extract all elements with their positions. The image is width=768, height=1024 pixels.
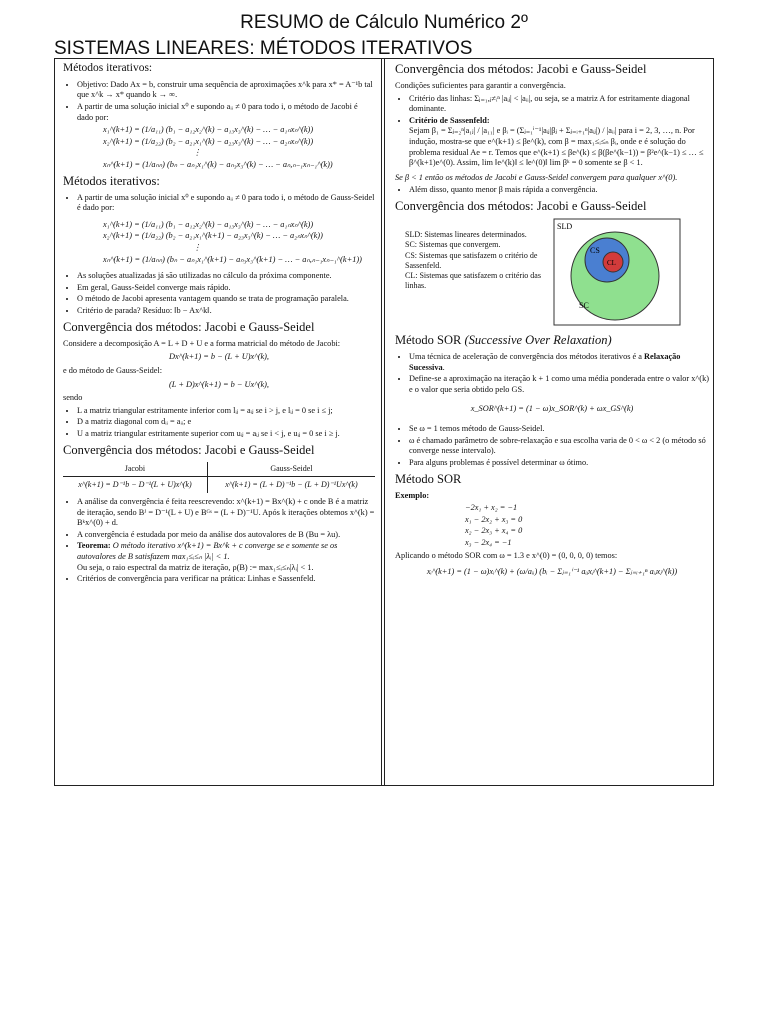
equation: x_SOR^(k+1) = (1 − ω)x_SOR^(k) + ωx_GS^(k) <box>470 403 634 413</box>
legend-item: CL: Sistemas que satisfazem o critério das linhas. <box>405 271 541 291</box>
equation: x₁ − 2x₂ + x₃ = 0 <box>465 514 523 524</box>
bullet: • Critério das linhas: Σⱼ₌₁,ⱼ≠ᵢⁿ |aᵢⱼ| < |aᵢᵢ|, ou seja, se a matriz A for estritamente diagonal dominante. <box>409 94 709 115</box>
slide-title <box>395 332 709 348</box>
bullet: • Além disso, quanto menor β mais rápida a convergência. <box>409 185 709 196</box>
example-label: Exemplo: <box>395 490 430 500</box>
bullet: • D a matriz diagonal com dᵢᵢ = aᵢᵢ; e <box>77 417 375 428</box>
bullet: • Se ω = 1 temos método de Gauss-Seidel. <box>409 424 709 435</box>
equation: −2x₁ + x₂ = −1 <box>465 503 518 513</box>
sor-title: Método SOR <box>395 333 465 348</box>
legend-item: SC: Sistemas que convergem. <box>405 240 501 250</box>
cl-label: CL <box>607 259 616 268</box>
slide-title: Método SOR <box>395 471 462 486</box>
criterion-label: Critério de Sassenfeld: <box>409 115 490 125</box>
slide-convergence-theorem <box>63 442 375 585</box>
bullet <box>409 352 709 373</box>
bullet: • As soluções atualizadas já são utilizadas no cálculo da próxima componente. <box>77 271 375 282</box>
venn-diagram <box>395 218 709 328</box>
example-system <box>395 503 709 548</box>
bullet: • ω é chamado parâmetro de sobre-relaxação e sua escolha varia de 0 < ω < 2 (o método só converge nesse intervalo). <box>409 436 709 457</box>
paragraph: e do método de Gauss-Seidel: <box>63 365 163 375</box>
bullet: • A partir de uma solução inicial x⁰ e supondo aᵢᵢ ≠ 0 para todo i, o método de Gauss-Seidel é dado por: <box>77 193 375 214</box>
theorem-text: O método iterativo x^(k+1) = Bx^k + c converge se e somente se os autovalores de B satisfazem max₁≤ᵢ≤ₙ |λᵢ| < 1. <box>77 541 338 562</box>
slide-jacobi <box>63 61 375 171</box>
table-cell: x^(k+1) = D⁻¹b − D⁻¹(L + U)x^(k) <box>78 479 192 489</box>
sld-label: SLD <box>557 222 573 232</box>
theorem-label: Teorema: <box>77 541 111 551</box>
bullet: • Define-se a aproximação na iteração k + 1 como uma média ponderada entre o valor x^(k) e o valor que seria obtido pelo GS. <box>409 374 709 395</box>
bullet: • A convergência é estudada por meio da análise dos autovalores de B (Bu = λu). <box>77 530 375 541</box>
bullet: • Critérios de convergência para verificar na prática: Linhas e Sassenfeld. <box>77 574 375 585</box>
slide-sor-intro <box>395 332 709 468</box>
bullet: • O método de Jacobi apresenta vantagem quando se trata de programação paralela. <box>77 294 375 305</box>
slide-venn <box>395 198 709 328</box>
equation: x₂^(k+1) = (1/a₂₂) (b₂ − a₂₁x₁^(k) − a₂₃x₃^(k) − … − a₂ₙxₙ^(k)) <box>103 136 314 146</box>
right-column <box>385 59 715 785</box>
venn-legend <box>405 230 553 291</box>
slide-gauss-seidel <box>63 173 375 317</box>
equation: (L + D)x^(k+1) = b − Ux^(k), <box>169 379 269 389</box>
slide-title: Métodos iterativos: <box>63 62 153 74</box>
bullet: • A análise da convergência é feita reescrevendo: x^(k+1) = Bx^(k) + c onde B é a matriz de iteração, sendo Bᴶ = D⁻¹(L + U) e Bᴳˢ = (L + D)⁻¹U. Após k iterações obtemos x^(k) = Bᵏx^(0) + d. <box>77 497 375 529</box>
equation: ⋮ <box>193 148 202 158</box>
criterion-text: Sejam β₁ = Σⱼ₌₂ⁿ|a₁ⱼ| / |a₁₁| e βᵢ = (Σⱼ₌₁ⁱ⁻¹|aᵢⱼ|βⱼ + Σⱼ₌ᵢ₊₁ⁿ|aᵢⱼ|) / |aᵢᵢ| para i = 2, 3, …, n. Por indução, mostra-se que e^(k+1) ≤ βe^(k), com β = max₁≤ᵢ≤ₙ βᵢ, onde e é solução do problema residual Ae = r. Temos que e^(k+1) ≤ βe^(k) ≤ β(βe^(k−1)) = β²e^(k−1) ≤ … ≤ β^(k+1)e^(0). Assim, lim ‖e^(k)‖ ≤ ‖e^(0)‖ lim βᵏ = 0 somente se β < 1. <box>409 126 704 168</box>
bullet: • A partir de uma solução inicial x⁰ e supondo aᵢᵢ ≠ 0 para todo i, o método de Jacobi é dado por: <box>77 102 375 123</box>
iteration-table <box>63 462 375 493</box>
bullet-text: Uma técnica de aceleração de convergência dos métodos iterativos é a <box>409 352 645 362</box>
slides-frame <box>54 58 714 786</box>
equation: x₂^(k+1) = (1/a₂₂) (b₂ − a₂₁x₁^(k+1) − a₂₃x₃^(k) − … − a₂ₙxₙ^(k)) <box>103 231 323 241</box>
table-cell: x^(k+1) = (L + D)⁻¹b − (L + D)⁻¹Ux^(k) <box>207 476 375 493</box>
sc-label: SC <box>579 301 589 311</box>
equation: x₁^(k+1) = (1/a₁₁) (b₁ − a₁₂x₂^(k) − a₁₃x₃^(k) − … − a₁ₙxₙ^(k)) <box>103 125 314 135</box>
bullet-text: . <box>442 362 445 372</box>
left-column <box>55 59 381 785</box>
slide-title: Convergência dos métodos: Jacobi e Gauss-Seidel <box>395 199 647 214</box>
slide-title: Métodos iterativos: <box>63 173 160 188</box>
equation: ⋮ <box>193 243 202 253</box>
equation: xₙ^(k+1) = (1/aₙₙ) (bₙ − aₙ₁x₁^(k) − aₙ₃x₃^(k) − … − aₙ,ₙ₋₁xₙ₋₁^(k)) <box>103 159 333 169</box>
slide-convergence-decomposition <box>63 319 375 440</box>
bullet: • Em geral, Gauss-Seidel converge mais rápido. <box>77 283 375 294</box>
venn-svg <box>553 218 681 326</box>
bullet <box>77 541 375 573</box>
legend-item: CS: Sistemas que satisfazem o critério de Sassenfeld. <box>405 250 538 270</box>
equation: x₂ − 2x₃ + x₄ = 0 <box>465 526 523 536</box>
bullet: • Objetivo: Dado Ax = b, construir uma sequência de aproximações x^k para x* = A⁻¹b tal que x^k → x* quando k → ∞. <box>77 80 375 101</box>
bullet <box>409 116 709 169</box>
paragraph: sendo <box>63 393 83 403</box>
table-header: Jacobi <box>63 462 207 477</box>
slide-title: Convergência dos métodos: Jacobi e Gauss-Seidel <box>63 442 315 457</box>
page-subtitle: SISTEMAS LINEARES: MÉTODOS ITERATIVOS <box>54 38 473 59</box>
slide-title: Convergência dos métodos: Jacobi e Gauss-Seidel <box>395 62 647 76</box>
slide-title: Convergência dos métodos: Jacobi e Gauss-Seidel <box>63 319 315 334</box>
paragraph: Condições suficientes para garantir a convergência. <box>395 81 566 90</box>
equation-block <box>63 125 375 170</box>
equation: xᵢ^(k+1) = (1 − ω)xᵢ^(k) + (ω/aᵢᵢ) (bᵢ − Σⱼ₌₁ⁱ⁻¹ aᵢⱼxⱼ^(k+1) − Σⱼ₌ᵢ₊₁ⁿ aᵢⱼxⱼ^(k)) <box>426 567 678 577</box>
theorem-note: Ou seja, o raio espectral da matriz de iteração, ρ(B) := max₁≤ᵢ≤ₙ|λᵢ| < 1. <box>77 562 314 572</box>
equation: Dx^(k+1) = b − (L + U)x^(k), <box>169 352 269 362</box>
bullet: • L a matriz triangular estritamente inferior com lᵢⱼ = aᵢⱼ se i > j, e lᵢⱼ = 0 se i ≤ j; <box>77 406 375 417</box>
slide-sor-example <box>395 471 709 578</box>
bullet: • U a matriz triangular estritamente superior com uᵢⱼ = aᵢⱼ se i < j, e uᵢⱼ = 0 se i ≥ j. <box>77 429 375 440</box>
paragraph: Considere a decomposição A = L + D + U e a forma matricial do método de Jacobi: <box>63 338 341 348</box>
bullet-bold: Relaxação Sucessiva <box>409 352 681 372</box>
equation: x₃ − 2x₄ = −1 <box>465 538 512 548</box>
paragraph: Aplicando o método SOR com ω = 1.3 e x^(0) = (0, 0, 0, 0) temos: <box>395 550 618 560</box>
paragraph: Se β < 1 então os métodos de Jacobi e Gauss-Seidel convergem para qualquer x^(0). <box>395 172 678 182</box>
page-title: RESUMO de Cálculo Numérico 2º <box>240 12 528 33</box>
slide-sufficient-conditions <box>395 61 709 196</box>
table-header: Gauss-Seidel <box>207 462 375 477</box>
bullet: • Critério de parada? Resíduo: ‖b − Ax^k‖. <box>77 306 375 317</box>
bullet: • Para alguns problemas é possível determinar ω ótimo. <box>409 458 709 469</box>
legend-item: SLD: Sistemas lineares determinados. <box>405 230 527 240</box>
cs-label: CS <box>590 246 600 256</box>
equation: x₁^(k+1) = (1/a₁₁) (b₁ − a₁₂x₂^(k) − a₁₃x₃^(k) − … − a₁ₙxₙ^(k)) <box>103 219 314 229</box>
equation-block <box>63 220 375 265</box>
equation: xₙ^(k+1) = (1/aₙₙ) (bₙ − aₙ₁x₁^(k+1) − aₙ₃x₃^(k+1) − … − aₙ,ₙ₋₁xₙ₋₁^(k+1)) <box>103 254 362 264</box>
sor-title-italic: (Successive Over Relaxation) <box>464 333 612 348</box>
